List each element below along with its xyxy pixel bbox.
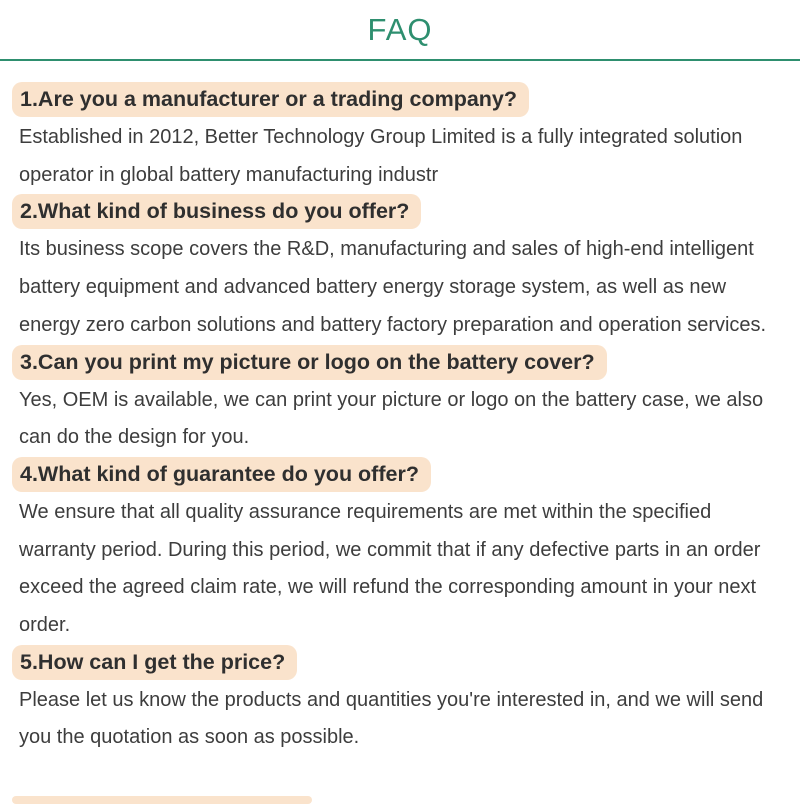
faq-item-1: [0, 82, 800, 194]
faq-question: 4.What kind of guarantee do you offer?: [12, 457, 431, 492]
faq-question: 5.How can I get the price?: [12, 645, 297, 680]
faq-item-2: [0, 194, 800, 344]
faq-item-3: [0, 345, 800, 457]
faq-answer: We ensure that all quality assurance requirements are met within the specified warranty period. During this period, we commit that if any defective parts in an order exceed the agreed claim rate, we will refund the corresponding amount in your next order.: [19, 500, 761, 637]
faq-answer: Yes, OEM is available, we can print your picture or logo on the battery case, we also can do the design for you.: [19, 388, 764, 449]
faq-item-5: [0, 645, 800, 757]
next-question-highlight: [12, 796, 312, 804]
faq-question: 1.Are you a manufacturer or a trading company?: [12, 82, 529, 117]
faq-answer: Established in 2012, Better Technology Group Limited is a fully integrated solution operator in global battery manufacturing industr: [19, 126, 743, 186]
faq-answer: Its business scope covers the R&D, manufacturing and sales of high-end intelligent battery equipment and advanced battery energy storage system, as well as new energy zero carbon solutions and battery factory preparation and operation services.: [19, 238, 767, 336]
faq-header: [0, 0, 800, 62]
faq-item-4: [0, 457, 800, 645]
page-title: FAQ: [367, 12, 433, 47]
faq-question: 2.What kind of business do you offer?: [12, 194, 421, 229]
faq-question: 3.Can you print my picture or logo on the battery cover?: [12, 345, 607, 380]
faq-list: [0, 82, 800, 757]
faq-answer: Please let us know the products and quantities you're interested in, and we will send you the quotation as soon as possible.: [19, 688, 764, 749]
header-divider: [0, 59, 800, 61]
